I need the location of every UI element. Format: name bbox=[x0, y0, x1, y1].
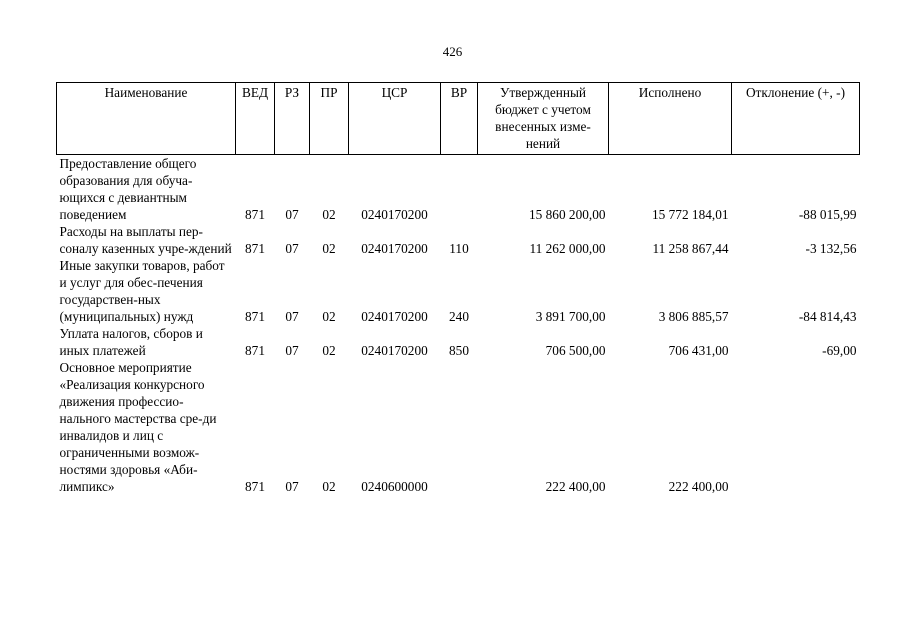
table-header bbox=[57, 83, 860, 155]
row-ved: 871 bbox=[245, 343, 265, 358]
row-vr: 850 bbox=[449, 343, 469, 358]
header-approved: Утвержденный бюджет с учетом внесенных изме-нений bbox=[478, 83, 609, 155]
row-name: Предоставление общего образования для обуча-ющихся с девиантным поведением bbox=[59, 156, 197, 222]
row-approved: 706 500,00 bbox=[545, 343, 606, 358]
header-pr: ПР bbox=[310, 83, 349, 155]
row-executed: 222 400,00 bbox=[668, 479, 729, 494]
row-csr: 0240170200 bbox=[361, 207, 428, 222]
row-name: Иные закупки товаров, работ и услуг для обес-печения государствен-ных (муниципальных) нужд bbox=[59, 258, 225, 324]
row-ved: 871 bbox=[245, 241, 265, 256]
row-csr: 0240170200 bbox=[361, 309, 428, 324]
table-row bbox=[57, 223, 860, 257]
row-name: Расходы на выплаты пер-соналу казенных учре-ждений bbox=[59, 224, 232, 256]
header-name: Наименование bbox=[57, 83, 236, 155]
row-csr: 0240170200 bbox=[361, 241, 428, 256]
row-approved: 222 400,00 bbox=[545, 479, 606, 494]
table-body bbox=[57, 155, 860, 496]
row-deviation: -3 132,56 bbox=[805, 241, 857, 256]
row-approved: 15 860 200,00 bbox=[529, 207, 606, 222]
row-ved: 871 bbox=[245, 479, 265, 494]
row-executed: 11 258 867,44 bbox=[652, 241, 729, 256]
table-row bbox=[57, 359, 860, 495]
row-csr: 0240600000 bbox=[361, 479, 428, 494]
row-rz: 07 bbox=[285, 309, 299, 324]
row-name: Уплата налогов, сборов и иных платежей bbox=[59, 326, 203, 358]
row-csr: 0240170200 bbox=[361, 343, 428, 358]
page-number: 426 bbox=[442, 44, 463, 59]
row-executed: 3 806 885,57 bbox=[658, 309, 729, 324]
row-vr: 110 bbox=[449, 241, 469, 256]
row-pr: 02 bbox=[322, 241, 336, 256]
header-ved: ВЕД bbox=[236, 83, 275, 155]
row-ved: 871 bbox=[245, 309, 265, 324]
header-row bbox=[57, 83, 860, 155]
header-rz: РЗ bbox=[275, 83, 310, 155]
row-rz: 07 bbox=[285, 343, 299, 358]
row-deviation bbox=[732, 359, 860, 495]
table-row bbox=[57, 257, 860, 325]
row-vr bbox=[441, 155, 478, 224]
row-ved: 871 bbox=[245, 207, 265, 222]
row-name: Основное мероприятие «Реализация конкурсного движения профессио-нального мастерства сре-ди инвалидов и лиц с ограниченными возмож-ностями здоровья «Аби-лимпикс» bbox=[59, 360, 217, 494]
row-deviation: -84 814,43 bbox=[798, 309, 857, 324]
budget-table bbox=[56, 82, 860, 495]
row-vr bbox=[441, 359, 478, 495]
header-csr: ЦСР bbox=[349, 83, 441, 155]
row-pr: 02 bbox=[322, 479, 336, 494]
row-vr: 240 bbox=[449, 309, 469, 324]
row-approved: 11 262 000,00 bbox=[529, 241, 606, 256]
row-deviation: -88 015,99 bbox=[798, 207, 857, 222]
header-deviation: Отклонение (+, -) bbox=[732, 83, 860, 155]
row-rz: 07 bbox=[285, 241, 299, 256]
row-rz: 07 bbox=[285, 479, 299, 494]
row-deviation: -69,00 bbox=[822, 343, 857, 358]
row-executed: 706 431,00 bbox=[668, 343, 729, 358]
row-rz: 07 bbox=[285, 207, 299, 222]
header-vr: ВР bbox=[441, 83, 478, 155]
table-row bbox=[57, 155, 860, 224]
row-pr: 02 bbox=[322, 343, 336, 358]
row-pr: 02 bbox=[322, 207, 336, 222]
row-approved: 3 891 700,00 bbox=[535, 309, 606, 324]
row-executed: 15 772 184,01 bbox=[652, 207, 729, 222]
table-row bbox=[57, 325, 860, 359]
row-pr: 02 bbox=[322, 309, 336, 324]
header-executed: Исполнено bbox=[609, 83, 732, 155]
